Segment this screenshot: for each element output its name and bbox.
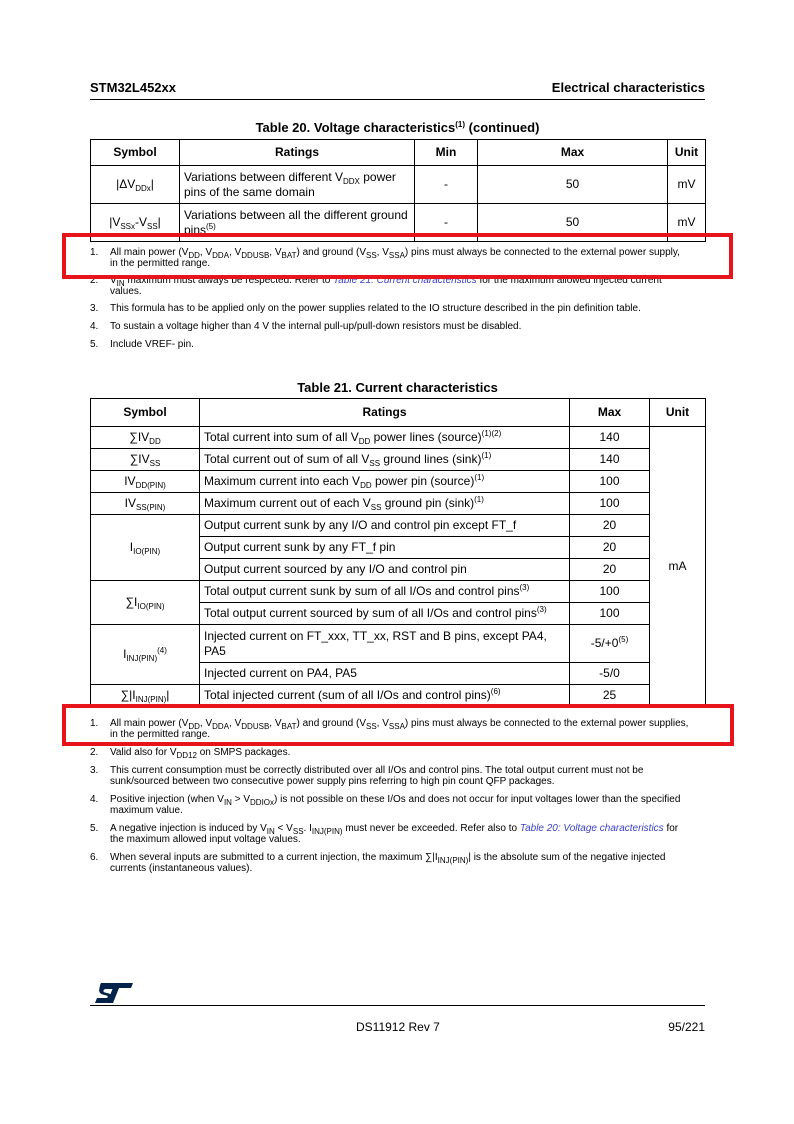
note-text: $V_{IN}$ maximum must always be respected. Refer to Table 21: Current characteristics for the maximum allowed injected current values. [110, 275, 662, 297]
note-text: Valid also for $V_{DD12}$ on SMPS packages. [110, 747, 291, 760]
min-cell: - [415, 204, 478, 242]
table21 [90, 398, 706, 707]
table20-title [90, 120, 705, 135]
table20-col-unit: Unit [668, 140, 706, 166]
max-cell: 20 [570, 559, 650, 581]
symbol-cell: $\sum I_{IO(PIN)}$ [91, 581, 200, 625]
symbol-cell: $|V_{SSx}-V_{SS}|$ [91, 204, 180, 242]
max-cell: 140 [570, 427, 650, 449]
symbol-cell: $\sum IV_{DD}$ [91, 427, 200, 449]
ratings-cell: Total output current sourced by sum of all I/Os and control pins$^{(3)}$ [200, 603, 570, 625]
header-divider [90, 99, 705, 100]
list-item: 6. When several inputs are submitted to a current injection, the maximum $\sum|I_{INJ(PIN)}|$ is the absolute sum of the negative injected currents (instantaneous values). [90, 852, 666, 874]
list-item: 5. A negative injection is induced by $V_{IN} < V_{SS}$. $I_{INJ(PIN)}$ must never be exceeded. Refer also to Table 20: Voltage characteristics for the maximum allowed input voltage values. [90, 823, 679, 845]
table-row [91, 493, 706, 515]
ratings-cell: Total injected current (sum of all I/Os and control pins)$^{(6)}$ [200, 685, 570, 707]
ratings-cell: Maximum current out of each $V_{SS}$ ground pin $(\sin k)^{(1)}$ [200, 493, 570, 515]
note-text: When several inputs are submitted to a current injection, the maximum $\sum|I_{INJ(PIN)}|$ is the absolute sum of the negative injected currents (instantaneous values). [110, 852, 666, 874]
list-item: 3. This current consumption must be correctly distributed over all I/Os and control pins. The total output current must not be sunk/sourced between two consecutive power supply pins referring to high pin count QFP packages. [90, 765, 644, 787]
ratings-cell: Maximum current into each $V_{DD}$ power pin (source)$^{(1)}$ [200, 471, 570, 493]
max-cell: 100 [570, 471, 650, 493]
unit-cell: mV [668, 166, 706, 204]
max-cell: 100 [570, 603, 650, 625]
max-cell: 20 [570, 537, 650, 559]
table-row [91, 471, 706, 493]
max-cell: 50 [478, 166, 668, 204]
table20-title-sup: (1) [455, 120, 466, 129]
unit-cell: mV [668, 204, 706, 242]
doc-revision: DS11912 Rev 7 [356, 1020, 440, 1034]
list-item: 4. Positive injection (when $V_{IN} > V_{DDIOx}$) is not possible on these I/Os and does not occur for input voltages lower than the specified maximum value. [90, 794, 681, 816]
symbol-cell: $IV_{DD(PIN)}$ [91, 471, 200, 493]
table-row [91, 581, 706, 603]
highlight-box [62, 704, 734, 746]
note-text: Positive injection (when $V_{IN} > V_{DDIOx}$) is not possible on these I/Os and does not occur for input voltages lower than the specified maximum value. [110, 794, 681, 816]
symbol-cell: $I_{IO(PIN)}$ [91, 515, 200, 581]
table21-col-ratings: Ratings [200, 399, 570, 427]
list-item: 2. $V_{IN}$ maximum must always be respected. Refer to Table 21: Current characteristics for the maximum allowed injected current values. [90, 275, 662, 297]
ratings-cell: Total current into sum of all $V_{DD}$ power lines (source)$^{(1)(2)}$ [200, 427, 570, 449]
table20-title-text: Table 20. Voltage characteristics [255, 120, 456, 135]
max-cell: 140 [570, 449, 650, 471]
max-cell: -5/0 [570, 663, 650, 685]
note-text: To sustain a voltage higher than 4 V the internal pull-up/pull-down resistors must be disabled. [110, 321, 522, 332]
symbol-cell: $|\Delta V_{DDx}|$ [91, 166, 180, 204]
table20-col-ratings: Ratings [180, 140, 415, 166]
ratings-cell: Variations between different $V_{DDX}$ power pins of the same domain [180, 166, 415, 204]
page-number: 95/221 [668, 1020, 705, 1034]
table-row [91, 166, 706, 204]
ratings-cell: Total output current sunk by sum of all I/Os and control pins$^{(3)}$ [200, 581, 570, 603]
note-text: A negative injection is induced by $V_{IN} < V_{SS}$. $I_{INJ(PIN)}$ must never be exceeded. Refer also to Table 20: Voltage characteristics for the maximum allowed input voltage values. [110, 823, 679, 845]
ratings-cell: Injected current on FT_xxx, TT_xx, RST and B pins, except PA4, PA5 [200, 625, 570, 663]
list-item: 4. To sustain a voltage higher than 4 V the internal pull-up/pull-down resistors must be disabled. [90, 321, 522, 332]
ratings-cell: Output current sunk by any FT_f pin [200, 537, 570, 559]
table20-col-symbol: Symbol [91, 140, 180, 166]
table21-col-max: Max [570, 399, 650, 427]
ratings-cell: Output current sunk by any I/O and control pin except FT_f [200, 515, 570, 537]
table-row [91, 427, 706, 449]
list-item: 5. Include VREF- pin. [90, 339, 194, 350]
table21-col-symbol: Symbol [91, 399, 200, 427]
table20-title-suffix: (continued) [465, 120, 540, 135]
table20-col-max: Max [478, 140, 668, 166]
note-text: This current consumption must be correctly distributed over all I/Os and control pins. The total output current must not be sunk/sourced between two consecutive power supply pins referring to high pin count QFP packages. [110, 765, 644, 787]
unit-cell: mA [650, 427, 706, 707]
list-item: 1. All main power ($V_{DD}$, $V_{DDA}$, $V_{DDUSB}$, $V_{BAT}$) and ground ($V_{SS}$, $V_{SSA}$) pins must always be connected to the external power supply, in the permitted range. [90, 247, 680, 269]
table20-col-min: Min [415, 140, 478, 166]
min-cell: - [415, 166, 478, 204]
ratings-cell: Injected current on PA4, PA5 [200, 663, 570, 685]
symbol-cell: $\sum IV_{SS}$ [91, 449, 200, 471]
ratings-cell: Variations between all the different ground pins$^{(5)}$ [180, 204, 415, 242]
max-cell: 50 [478, 204, 668, 242]
footer-divider [90, 1005, 705, 1006]
list-item: 3. This formula has to be applied only on the power supplies related to the IO structure described in the pin definition table. [90, 303, 641, 314]
note-text: This formula has to be applied only on the power supplies related to the IO structure described in the pin definition table. [110, 303, 641, 314]
table20 [90, 139, 706, 242]
note-text: All main power ($V_{DD}$, $V_{DDA}$, $V_{DDUSB}$, $V_{BAT}$) and ground ($V_{SS}$, $V_{SSA}$) pins must always be connected to the external power supplies, in the permitted range. [110, 718, 689, 740]
table21-title: Table 21. Current characteristics [297, 380, 498, 395]
max-cell: 100 [570, 581, 650, 603]
table-row [91, 625, 706, 663]
table20-header-row [91, 140, 706, 166]
list-item: 1. All main power ($V_{DD}$, $V_{DDA}$, $V_{DDUSB}$, $V_{BAT}$) and ground ($V_{SS}$, $V_{SSA}$) pins must always be connected to the external power supplies, in the permitted range. [90, 718, 689, 740]
max-cell: $-5/+0^{(5)}$ [570, 625, 650, 663]
symbol-cell: $I_{INJ(PIN)}^{(4)}$ [91, 625, 200, 685]
doc-header-section: Electrical characteristics [551, 80, 705, 95]
table-row [91, 449, 706, 471]
ratings-cell: Total current out of sum of all $V_{SS}$ ground lines $(\sin k)^{(1)}$ [200, 449, 570, 471]
table-row [91, 515, 706, 537]
ratings-cell: Output current sourced by any I/O and control pin [200, 559, 570, 581]
table21-col-unit: Unit [650, 399, 706, 427]
max-cell: 100 [570, 493, 650, 515]
max-value: -5/+0 [590, 636, 619, 650]
max-cell: 20 [570, 515, 650, 537]
symbol-cell: $\sum|I_{INJ(PIN)}|$ [91, 685, 200, 707]
doc-header-part-number: STM32L452xx [90, 80, 176, 95]
max-cell: 25 [570, 685, 650, 707]
note-text: All main power ($V_{DD}$, $V_{DDA}$, $V_{DDUSB}$, $V_{BAT}$) and ground ($V_{SS}$, $V_{SSA}$) pins must always be connected to the external power supply, in the permitted range. [110, 247, 680, 269]
note-text: Include VREF- pin. [110, 339, 194, 350]
list-item: 2. Valid also for $V_{DD12}$ on SMPS packages. [90, 747, 291, 760]
highlight-box [62, 233, 733, 279]
symbol-cell: $IV_{SS(PIN)}$ [91, 493, 200, 515]
table21-header-row [91, 399, 706, 427]
